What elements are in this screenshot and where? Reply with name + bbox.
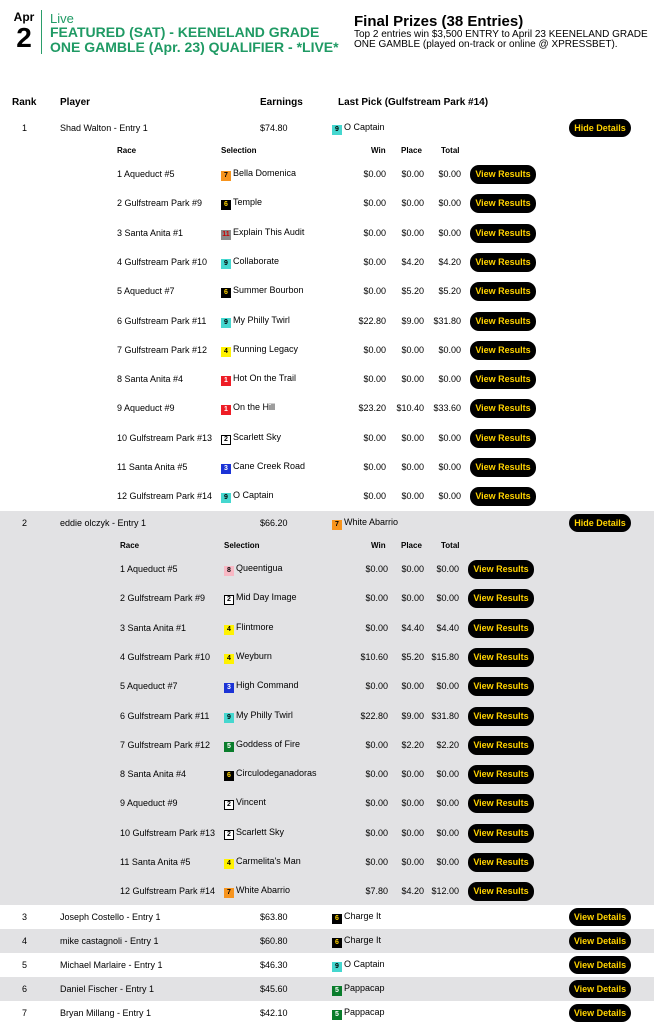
entry-player: Daniel Fischer - Entry 1 (60, 984, 155, 994)
view-results-button[interactable]: View Results (468, 882, 534, 901)
entry-earnings: $46.30 (260, 960, 288, 970)
race-detail-row (0, 277, 654, 305)
race-name: 5 Aqueduct #7 (120, 681, 178, 692)
post-position-badge: 1 (221, 405, 231, 415)
entry-row (0, 977, 654, 1001)
race-name: 7 Gulfstream Park #12 (117, 344, 208, 355)
race-place: $0.00 (401, 681, 424, 692)
race-place: $0.00 (401, 227, 424, 238)
race-detail-row (0, 848, 654, 876)
race-detail-row (0, 336, 654, 364)
race-win: $0.00 (363, 256, 386, 267)
race-total: $0.00 (438, 432, 461, 443)
entry-last-pick (332, 122, 385, 135)
race-place: $0.00 (401, 462, 424, 472)
race-selection (221, 315, 290, 328)
view-results-button[interactable]: View Results (470, 312, 536, 331)
race-total: $0.00 (438, 462, 461, 472)
post-position-badge: 3 (224, 683, 234, 693)
race-selection (224, 680, 299, 693)
entry-earnings: $66.20 (260, 518, 288, 528)
race-total: $0.00 (436, 681, 459, 692)
race-name: 1 Aqueduct #5 (120, 564, 178, 574)
post-position-badge: 6 (221, 288, 231, 298)
race-total: $0.00 (436, 769, 459, 780)
race-win: $0.00 (363, 344, 386, 355)
prizes-title: Final Prizes (38 Entries) (354, 13, 524, 30)
race-name: 6 Gulfstream Park #11 (117, 315, 207, 326)
race-total: $0.00 (438, 374, 461, 385)
col-header-earnings: Earnings (260, 97, 303, 108)
race-name: 9 Aqueduct #9 (120, 798, 178, 809)
race-place: $2.20 (401, 739, 424, 750)
race-win: $0.00 (365, 739, 388, 750)
race-name: 2 Gulfstream Park #9 (120, 593, 206, 604)
post-position-badge: 1 (221, 376, 231, 386)
post-position-badge: 6 (224, 771, 234, 781)
view-results-button[interactable]: View Results (470, 458, 536, 477)
race-name: 11 Santa Anita #5 (120, 857, 191, 867)
race-detail-row (0, 731, 654, 759)
view-details-button[interactable]: View Details (569, 908, 631, 926)
race-detail-row (0, 672, 654, 700)
race-win: $7.80 (365, 886, 388, 897)
view-results-button[interactable]: View Results (468, 677, 534, 696)
race-place: $0.00 (401, 564, 424, 574)
race-place: $9.00 (401, 315, 424, 326)
post-position-badge: 4 (224, 654, 234, 664)
race-selection (221, 373, 296, 386)
post-position-badge: 5 (332, 1010, 342, 1020)
entry-row (0, 929, 654, 953)
details-col-selection: Selection (221, 146, 257, 155)
race-selection (224, 827, 284, 840)
selection-name: O Captain (233, 490, 274, 501)
race-total: $31.80 (433, 315, 461, 326)
race-selection (221, 432, 281, 445)
entry-earnings: $60.80 (260, 936, 288, 946)
race-place: $4.20 (401, 256, 424, 267)
race-selection (221, 490, 274, 503)
view-results-button[interactable]: View Results (470, 253, 536, 272)
post-position-badge: 7 (221, 171, 231, 181)
race-selection (224, 592, 297, 605)
race-place: $0.00 (401, 169, 424, 179)
last-pick-name: White Abarrio (344, 517, 399, 527)
race-win: $10.60 (360, 651, 388, 662)
race-selection (221, 402, 275, 415)
race-name: 12 Gulfstream Park #14 (117, 491, 213, 502)
post-position-badge: 2 (224, 595, 234, 605)
race-place: $0.00 (401, 857, 424, 867)
race-selection (224, 797, 266, 810)
view-details-button[interactable]: View Details (569, 956, 631, 974)
entry-earnings: $45.60 (260, 984, 288, 994)
last-pick-name: O Captain (344, 959, 385, 969)
post-position-badge: 9 (221, 259, 231, 269)
selection-name: Weyburn (236, 650, 272, 661)
selection-name: Hot On the Trail (233, 373, 297, 384)
details-col-place: Place (401, 541, 422, 550)
view-results-button[interactable]: View Results (470, 429, 536, 448)
race-selection (224, 651, 272, 664)
race-detail-row (0, 702, 654, 730)
selection-name: Vincent (236, 797, 266, 808)
race-selection (221, 256, 279, 269)
entry-rank: 1 (22, 123, 28, 133)
race-detail-row (0, 482, 654, 510)
race-total: $0.00 (436, 564, 459, 574)
race-place: $0.00 (401, 344, 424, 355)
race-place: $10.40 (396, 403, 424, 414)
view-results-button[interactable]: View Results (470, 341, 536, 360)
race-place: $0.00 (401, 769, 424, 780)
race-total: $0.00 (438, 198, 461, 209)
selection-name: Mid Day Image (236, 592, 297, 603)
race-selection (224, 885, 290, 898)
last-pick-name: O Captain (344, 122, 385, 132)
post-position-badge: 2 (221, 435, 231, 445)
entry-rank: 7 (22, 1008, 28, 1018)
details-col-race: Race (117, 146, 137, 155)
details-col-total: Total (441, 146, 460, 155)
race-name: 1 Aqueduct #5 (117, 169, 175, 179)
view-results-button[interactable]: View Results (468, 619, 534, 638)
race-name: 12 Gulfstream Park #14 (120, 886, 216, 897)
race-selection (221, 344, 298, 357)
race-selection (221, 227, 304, 240)
race-name: 8 Santa Anita #4 (117, 374, 184, 385)
post-position-badge: 9 (221, 493, 231, 503)
entry-rank: 6 (22, 984, 28, 994)
race-total: $12.00 (431, 886, 459, 897)
post-position-badge: 4 (224, 625, 234, 635)
race-win: $0.00 (365, 857, 388, 867)
view-results-button[interactable]: View Results (470, 370, 536, 389)
selection-name: Cane Creek Road (233, 461, 306, 471)
entry-row (0, 511, 654, 535)
post-position-badge: 6 (332, 914, 342, 924)
entry-row (0, 953, 654, 977)
race-name: 7 Gulfstream Park #12 (120, 739, 211, 750)
col-header-player: Player (60, 97, 91, 108)
race-detail-row (0, 643, 654, 671)
selection-name: On the Hill (233, 402, 276, 413)
race-name: 9 Aqueduct #9 (117, 403, 175, 414)
selection-name: Goddess of Fire (236, 738, 301, 749)
entry-last-pick (332, 1007, 385, 1020)
race-total: $0.00 (436, 857, 459, 867)
post-position-badge: 2 (224, 830, 234, 840)
entry-row (0, 905, 654, 929)
race-place: $0.00 (401, 432, 424, 443)
view-results-button[interactable]: View Results (470, 194, 536, 213)
race-name: 4 Gulfstream Park #10 (120, 651, 211, 662)
race-detail-row (0, 453, 654, 481)
race-total: $5.20 (438, 286, 461, 297)
race-selection (221, 461, 305, 474)
race-total: $31.80 (431, 710, 459, 721)
race-detail-row (0, 584, 654, 612)
selection-name: High Command (236, 680, 299, 691)
race-name: 10 Gulfstream Park #13 (117, 432, 213, 443)
entry-earnings: $74.80 (260, 123, 288, 133)
race-name: 11 Santa Anita #5 (117, 462, 188, 472)
race-name: 4 Gulfstream Park #10 (117, 256, 208, 267)
race-win: $23.20 (358, 403, 386, 414)
selection-name: Temple (233, 197, 263, 208)
race-win: $0.00 (363, 432, 386, 443)
race-place: $0.00 (401, 374, 424, 385)
post-position-badge: 6 (221, 200, 231, 210)
view-details-button[interactable]: View Details (569, 980, 631, 998)
entry-last-pick (332, 517, 398, 530)
race-place: $0.00 (401, 827, 424, 838)
view-results-button[interactable]: View Results (468, 853, 534, 872)
race-place: $0.00 (401, 593, 424, 604)
race-win: $0.00 (363, 491, 386, 502)
race-detail-row (0, 614, 654, 642)
race-total: $4.20 (438, 256, 461, 267)
contest-title: FEATURED (SAT) - KEENELAND GRADE ONE GAMBLE (Apr. 23) QUALIFIER - *LIVE* (50, 24, 339, 55)
entry-player: eddie olczyk - Entry 1 (60, 518, 147, 528)
event-month: Apr (13, 10, 35, 24)
selection-name: Summer Bourbon (233, 285, 304, 296)
entry-last-pick (332, 959, 385, 972)
race-total: $0.00 (436, 593, 459, 604)
race-total: $4.40 (436, 622, 459, 633)
view-results-button[interactable]: View Results (468, 794, 534, 813)
view-results-button[interactable]: View Results (468, 736, 534, 755)
post-position-badge: 5 (224, 742, 234, 752)
post-position-badge: 4 (221, 347, 231, 357)
selection-name: Explain This Audit (233, 226, 305, 237)
view-results-button[interactable]: View Results (468, 648, 534, 667)
race-selection (224, 622, 274, 635)
race-detail-row (0, 219, 654, 247)
view-results-button[interactable]: View Results (468, 589, 534, 608)
entry-earnings: $63.80 (260, 912, 288, 922)
entry-rank: 2 (22, 518, 28, 528)
race-selection (224, 710, 293, 723)
race-name: 10 Gulfstream Park #13 (120, 827, 216, 838)
race-selection (221, 197, 262, 210)
race-win: $0.00 (365, 564, 388, 574)
race-win: $0.00 (365, 593, 388, 604)
race-win: $0.00 (363, 227, 386, 238)
race-name: 8 Santa Anita #4 (120, 769, 187, 780)
last-pick-name: Pappacap (344, 1007, 385, 1017)
race-selection (221, 168, 296, 181)
entry-row (0, 116, 654, 140)
col-header-last-pick: Last Pick (Gulfstream Park #14) (338, 97, 489, 108)
hide-details-button[interactable]: Hide Details (569, 514, 631, 532)
view-results-button[interactable]: View Results (470, 399, 536, 418)
race-detail-row (0, 877, 654, 905)
view-results-button[interactable]: View Results (468, 707, 534, 726)
details-col-race: Race (120, 541, 140, 550)
race-selection (224, 739, 300, 752)
race-win: $0.00 (365, 681, 388, 692)
post-position-badge: 6 (332, 938, 342, 948)
race-total: $0.00 (436, 798, 459, 809)
event-date (12, 10, 36, 52)
post-position-badge: 9 (332, 962, 342, 972)
race-win: $0.00 (365, 798, 388, 809)
selection-name: Circulodeganadoras (236, 768, 317, 779)
race-win: $0.00 (365, 622, 388, 633)
page-header (0, 0, 654, 80)
selection-name: Flintmore (236, 621, 274, 632)
event-day: 2 (16, 22, 32, 53)
entry-player: mike castagnoli - Entry 1 (60, 936, 159, 946)
view-results-button[interactable]: View Results (470, 165, 536, 184)
post-position-badge: 2 (224, 800, 234, 810)
post-position-badge: 9 (221, 318, 231, 328)
post-position-badge: 7 (224, 888, 234, 898)
race-selection (224, 768, 317, 781)
post-position-badge: 5 (332, 986, 342, 996)
race-name: 3 Santa Anita #1 (120, 622, 187, 633)
race-place: $0.00 (401, 198, 424, 209)
selection-name: Queentigua (236, 563, 283, 573)
details-header-row (0, 141, 654, 155)
entry-player: Bryan Millang - Entry 1 (60, 1008, 152, 1018)
race-name: 5 Aqueduct #7 (117, 286, 175, 297)
selection-name: Bella Domenica (233, 168, 297, 178)
race-total: $2.20 (436, 739, 459, 750)
post-position-badge: 11 (222, 230, 230, 238)
details-col-total: Total (441, 541, 460, 550)
entry-row (0, 1001, 654, 1023)
selection-name: Scarlett Sky (236, 826, 285, 837)
col-header-rank: Rank (12, 97, 37, 108)
race-detail-row (0, 555, 654, 583)
race-total: $0.00 (438, 491, 461, 502)
entry-rank: 5 (22, 960, 28, 970)
view-results-button[interactable]: View Results (470, 487, 536, 506)
race-selection (224, 856, 301, 869)
race-detail-row (0, 789, 654, 817)
race-place: $4.20 (401, 886, 424, 897)
race-selection (221, 285, 304, 298)
entry-last-pick (332, 935, 381, 948)
race-win: $0.00 (365, 769, 388, 780)
race-name: 2 Gulfstream Park #9 (117, 198, 203, 209)
race-detail-row (0, 307, 654, 335)
race-detail-row (0, 394, 654, 422)
race-detail-row (0, 760, 654, 788)
details-col-selection: Selection (224, 541, 260, 550)
view-results-button[interactable]: View Results (470, 224, 536, 243)
post-position-badge: 3 (221, 464, 231, 474)
selection-name: Running Legacy (233, 343, 299, 354)
race-selection (224, 563, 283, 576)
entry-player: Joseph Costello - Entry 1 (60, 912, 161, 922)
race-name: 3 Santa Anita #1 (117, 227, 184, 238)
race-total: $33.60 (433, 403, 461, 414)
view-results-button[interactable]: View Results (470, 282, 536, 301)
hide-details-button[interactable]: Hide Details (569, 119, 631, 137)
selection-name: Carmelita's Man (236, 856, 301, 866)
race-win: $0.00 (365, 827, 388, 838)
last-pick-name: Charge It (344, 911, 382, 921)
entry-player: Michael Marlaire - Entry 1 (60, 960, 163, 970)
live-status: Live (50, 11, 74, 26)
post-position-badge: 8 (224, 566, 234, 576)
post-position-badge: 4 (224, 859, 234, 869)
race-place: $5.20 (401, 286, 424, 297)
race-place: $0.00 (401, 798, 424, 809)
race-place: $0.00 (401, 491, 424, 502)
race-win: $0.00 (363, 198, 386, 209)
prizes-description: Top 2 entries win $3,500 ENTRY to April 23 KEENELAND GRADE ONE GAMBLE (played on-track or online @ XPRESSBET). (354, 29, 648, 50)
selection-name: My Philly Twirl (233, 314, 290, 325)
post-position-badge: 7 (332, 520, 342, 530)
race-detail-row (0, 424, 654, 452)
race-detail-row (0, 189, 654, 217)
race-total: $0.00 (438, 344, 461, 355)
view-details-button[interactable]: View Details (569, 932, 631, 950)
selection-name: My Philly Twirl (236, 709, 293, 720)
race-detail-row (0, 248, 654, 276)
details-col-win: Win (371, 146, 386, 155)
details-col-win: Win (371, 541, 386, 550)
entry-rank: 3 (22, 912, 28, 922)
race-total: $0.00 (438, 169, 461, 179)
entry-last-pick (332, 983, 385, 996)
race-detail-row (0, 365, 654, 393)
post-position-badge: 9 (224, 713, 234, 723)
entry-earnings: $42.10 (260, 1008, 288, 1018)
race-win: $22.80 (358, 315, 386, 326)
view-results-button[interactable]: View Results (468, 765, 534, 784)
race-win: $0.00 (363, 286, 386, 297)
race-total: $15.80 (431, 651, 459, 662)
race-name: 6 Gulfstream Park #11 (120, 710, 210, 721)
details-col-place: Place (401, 146, 422, 155)
race-total: $0.00 (438, 227, 461, 238)
race-place: $5.20 (401, 651, 424, 662)
view-results-button[interactable]: View Results (468, 560, 534, 579)
details-header-row (0, 536, 654, 550)
header-divider (41, 10, 42, 54)
race-win: $0.00 (363, 374, 386, 385)
race-total: $0.00 (436, 827, 459, 838)
race-win: $0.00 (363, 462, 386, 472)
race-win: $22.80 (360, 710, 388, 721)
race-detail-row (0, 819, 654, 847)
race-win: $0.00 (363, 169, 386, 179)
last-pick-name: Charge It (344, 935, 382, 945)
entry-rank: 4 (22, 936, 28, 946)
selection-name: Scarlett Sky (233, 431, 282, 442)
selection-name: White Abarrio (236, 885, 291, 896)
view-results-button[interactable]: View Results (468, 824, 534, 843)
entry-last-pick (332, 911, 381, 924)
view-details-button[interactable]: View Details (569, 1004, 631, 1022)
entry-player: Shad Walton - Entry 1 (60, 123, 148, 133)
selection-name: Collaborate (233, 255, 280, 266)
race-place: $9.00 (401, 710, 424, 721)
race-detail-row (0, 160, 654, 188)
post-position-badge: 9 (332, 125, 342, 135)
last-pick-name: Pappacap (344, 983, 385, 993)
race-place: $4.40 (401, 622, 424, 633)
